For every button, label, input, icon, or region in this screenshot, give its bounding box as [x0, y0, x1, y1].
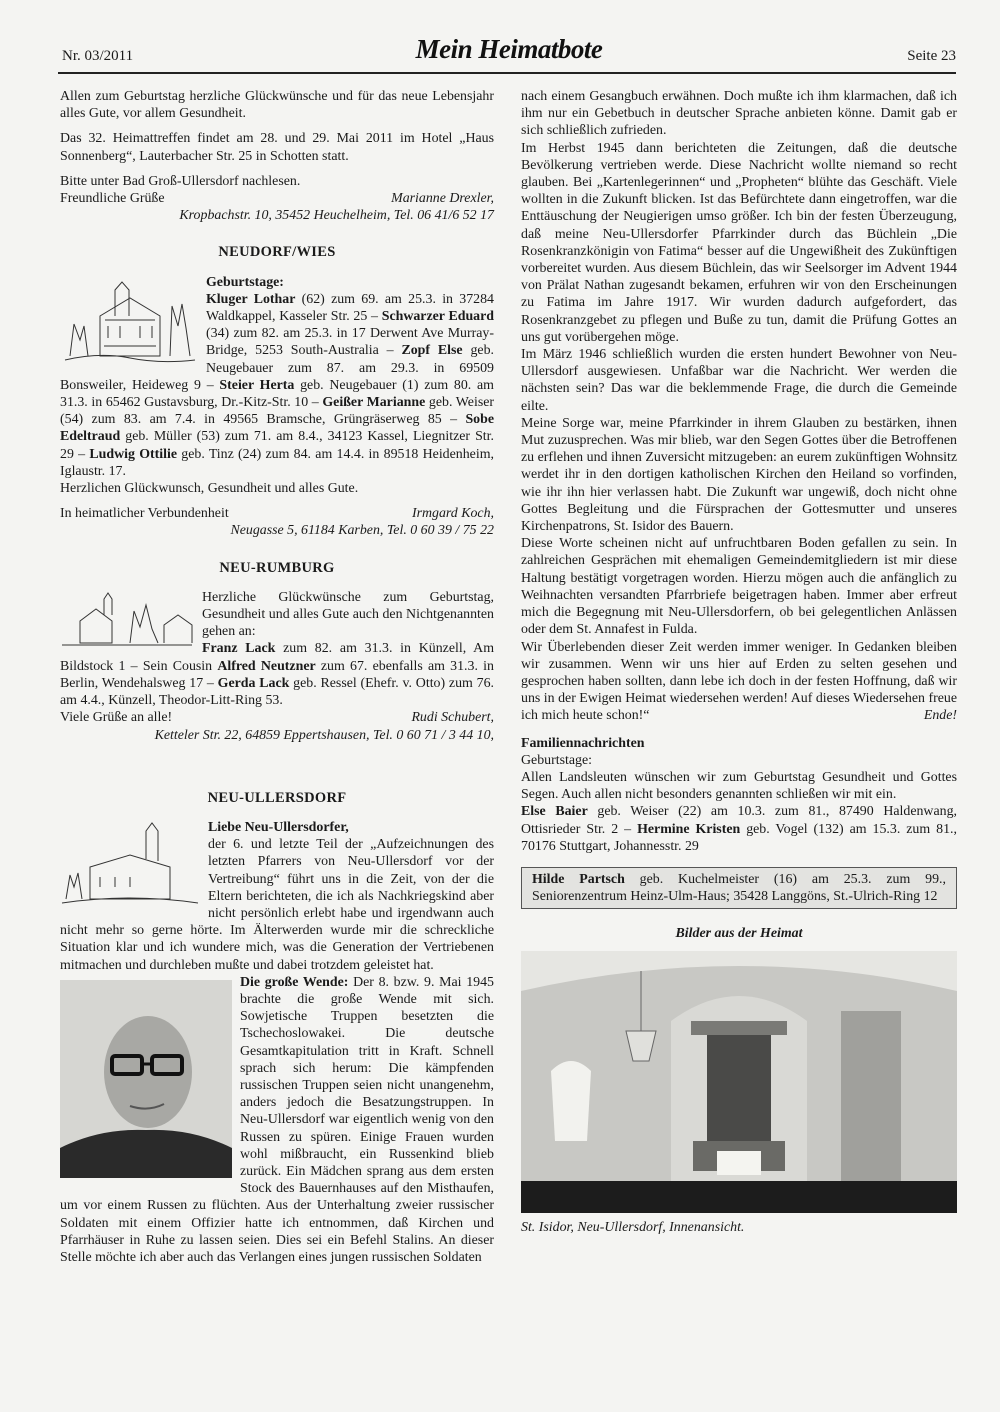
- section-heading-rumburg: NEU-RUMBURG: [219, 559, 335, 576]
- priest-portrait-photo: [60, 980, 232, 1178]
- photo-caption: St. Isidor, Neu-Ullersdorf, Innenansicht.: [521, 1219, 745, 1235]
- signature-line: In heimatlicher Verbundenheit Irmgard Koch,: [60, 506, 494, 522]
- ullersdorf-salutation: Liebe Neu-Ullersdorfer,: [208, 819, 349, 835]
- family-news-intro: Allen Landsleuten wünschen wir zum Geburtstag Gesundheit und Gottes Segen. Auch allen nicht besonders genannten schließen wir mit ein.: [521, 769, 957, 803]
- article-paragraph: Diese Worte scheinen nicht auf unfruchtbaren Boden gefallen zu sein. In zahlreichen Gesprächen mit ehemaligen Gemeindemitgliedern ist mir diese Haltung bestätigt vorgetragen worden. Hierzu mögen auch die anfänglich zu Weihnachten versandten Pfarrbriefe beigetragen haben. Immer aber erfreut mich die Begegnung mit Neu-Ullersdorfern, ob bei gelegentlichen Anlässen oder dem St. Annafest in Fulda.: [521, 536, 957, 638]
- author-address: Kropbachstr. 10, 35452 Heuchelheim, Tel. 06 41/6 52 17: [179, 208, 494, 224]
- rumburg-birthday-list: Franz Lack zum 82. am 31.3. in Künzell, Am Bildstock 1 – Sein Cousin Alfred Neutzner zum 67. ebenfalls am 31.3. in Berlin, Wendehalsweg 17 – Gerda Lack geb. Ressel (Ehefr. v. Otto) zum 76. am 4.4., Künzell, Theodor-Litt-Ring 53.: [60, 641, 495, 709]
- author-address: Ketteler Str. 22, 64859 Eppertshausen, Tel. 0 60 71 / 3 44 10,: [154, 727, 494, 743]
- reference-note: Bitte unter Bad Groß-Ullersdorf nachlesen.: [60, 173, 301, 189]
- article-paragraph: Meine Sorge war, meine Pfarrkinder in ihrem Glauben zu bestärken, ihnen Mut zuzusprechen. Was mir blieb, war den Segen Gottes über die Betroffenen zu erflehen und ihnen Zuversicht mitzugeben: an eurem zukünftigen Wohnsitz werdet ihr in den dortigen katholischen Kirchen den Heiland so vorfinden, wie ihr ihn hier verlassen habt. Die Zukunft war ungewiß, doch nicht ohne Gottes Begleitung und die Fürsprachen der Gottesmutter und unseres Kirchenpatrons, St. Isidor des Bauern.: [521, 415, 957, 535]
- left-column: [60, 88, 494, 1266]
- intro-paragraph: Allen zum Geburtstag herzliche Glückwünsche und für das neue Lebensjahr alles Gute, vor allem Gesundheit.: [60, 89, 494, 122]
- section-heading-neudorf: NEUDORF/WIES: [218, 244, 336, 261]
- section-heading-ullersdorf: NEU-ULLERSDORF: [207, 789, 347, 806]
- signature-line: Freundliche Grüße Marianne Drexler,: [60, 191, 494, 207]
- ullersdorf-intro: der 6. und letzte Teil der „Aufzeichnungen des letzten Pfarrers von Neu-Ullersdorf vor der Vertreibung“ führt uns in die Zeit, von der die Eltern berichteten, die ich als Nachkriegskind aber nicht persönlich erlebt habe und irgendwann auch nicht mehr so gerne hörte. Im Älterwerden wurde mir die schreckliche Situation klar und ich wundere mich, was die Generation der Vertriebenen mitmachen und durchleben mußte und dabei trotzdem geleistet hat.: [60, 837, 494, 973]
- family-news-heading: Familiennachrichten: [521, 735, 645, 751]
- author-address: Neugasse 5, 61184 Karben, Tel. 0 60 39 / 75 22: [230, 523, 494, 539]
- church-sketch-illustration: [60, 276, 198, 372]
- photo-section-title: Bilder aus der Heimat: [675, 926, 803, 942]
- meeting-paragraph: Das 32. Heimattreffen findet am 28. und 29. Mai 2011 im Hotel „Haus Sonnenberg“, Lauterbacher Str. 25 in Schotten statt.: [60, 131, 494, 164]
- right-column: [521, 88, 957, 1236]
- article-paragraph: Wir Überlebenden dieser Zeit werden immer weniger. In Gedanken bleiben wir zusammen. Wenn wir uns hier auf Erden zu selten gesehen und gesprochen haben sollten, dann lebe ich doch in der festen Hoffnung, daß wir uns in der Ewigen Heimat wiedersehen werden! Auf dieses Wiedersehen freue ich mich heute schon!“ Ende!: [521, 639, 957, 724]
- rumburg-intro: Herzliche Glückwünsche zum Geburtstag, Gesundheit und alles Gute auch den Nichtgenannten gehen an:: [202, 589, 494, 640]
- chapel-sketch-illustration: [60, 821, 200, 909]
- family-birthday-subheading: Geburtstage:: [521, 752, 592, 768]
- article-paragraph: Im Herbst 1945 dann berichteten die Zeitungen, daß die deutsche Bevölkerung vertrieben werde. Diese Nachricht wollte niemand so recht glauben. Bei „Kartenlegerinnen“ und „Propheten“ blühte das Geschäft. Viele wollten in die Zukunft blicken. Ist das Befürchtete dann eingetroffen, war die Enttäuschung der Neugierigen umso größer. Ich bin der festen Überzeugung, daß meine Neu-Ullersdorfer Pfarrkinder durch das Büchlein „Die Rosenkranzkönigin von Fatima“ besser auf die Ungewißheit des Zukünftigen vorbereitet wurden. Aus diesem Büchlein, das wir Seelsorger im Advent 1944 von Prälat Nathan zugesandt bekamen, erfuhren wir von den Erscheinungen zu Fatima im Jahre 1917. Wir wurden dadurch aufgefordert, das Rosenkranzgebet zu pflegen und Buße zu tun, damit die Prüfung Gottes an uns gut vorübergehen möge.: [521, 140, 957, 345]
- end-marker: Ende!: [923, 708, 957, 724]
- article-paragraph: nach einem Gesangbuch erwähnen. Doch mußte ich ihm klarmachen, daß ich ihm nur ein Gebetbuch in deutscher Sprache anbieten könne. Damit gab er sich schließlich zufrieden.: [521, 89, 957, 139]
- die-grosse-wende-text: Die große Wende: Der 8. bzw. 9. Mai 1945 brachte die große Wende mit sich. Sowjetische Truppen besetzten die Tschechoslowakei. Die deutsche Gesamtkapitulation tritt in Kraft. Schnell sprach sich herum: Die kämpfenden russischen Truppen seien nicht unangenehm, anders jedoch die Besatzungstruppen. In Neu-Ullersdorf war eigentlich wenig von den Russen zu spüren. Einige Frauen wurden wohl mißbraucht, ein Russenkind blieb zurück. Ein Mädchen sprang aus dem ersten Stock des Bauernhauses auf den Misthaufen, um vor einem Russen zu flüchten. Aus der Unterhaltung zweier russischer Soldaten mit einem Offizier hatte ich entnommen, daß Kirchen und Pfarrhäuser in Ruhe zu lassen seien. Dies sei ein Befehl Stalins. An dieser Stelle möchte ich aber auch das Verlangen eines jungen russischen Soldaten: [60, 974, 494, 1265]
- page-number: Seite 23: [907, 48, 956, 64]
- issue-number: Nr. 03/2011: [62, 48, 134, 64]
- neudorf-birthday-list: Kluger Lothar (62) zum 69. am 25.3. in 37284 Waldkappel, Kasseler Str. 25 – Schwarzer Eduard (34) zum 82. am 25.3. in 17 Derwent Ave Murray-Bridge, 5253 South-Australia – Zopf Else geb. Neugebauer zum 87. am 29.3. in 69509 Bonsweiler, Heideweg 9 – Steier Herta geb. Neugebauer (1) zum 80. am 31.3. in 65462 Gustavsburg, Dr.-Kitz-Str. 10 – Geißer Marianne geb. Weiser (54) zum 83. am 7.4. in 49565 Bramsche, Grüngräserweg 85 – Sobe Edeltraud geb. Müller (53) zum 71. am 8.4., 34123 Kassel, Liegnitzer Str. 29 – Ludwig Ottilie geb. Tinz (24) zum 84. am 14.4. in 89518 Heidenheim, Iglaustr. 17.: [60, 291, 495, 479]
- neudorf-wish: Herzlichen Glückwunsch, Gesundheit und alles Gute.: [60, 481, 359, 497]
- birthday-subheading: Geburtstage:: [206, 274, 284, 290]
- highlighted-birthday-box: Hilde Partsch geb. Kuchelmeister (16) am 25.3. zum 99., Seniorenzentrum Heinz-Ulm-Haus; 35428 Langgöns, St.-Ulrich-Ring 12: [521, 867, 957, 909]
- header-rule: [58, 72, 956, 74]
- signature-line: Viele Grüße an alle! Rudi Schubert,: [60, 710, 494, 726]
- village-sketch-illustration: [60, 591, 194, 651]
- article-paragraph: Im März 1946 schließlich wurden die ersten hundert Bewohner von Neu-Ullersdorf ausgewiesen. Unfaßbar war die Nachricht. Wer werden die nächsten sein? Das war die beklemmende Frage, die durch die Gemeinde eilte.: [521, 347, 957, 414]
- page-header: [62, 30, 956, 74]
- church-interior-photo: [521, 951, 957, 1213]
- family-birthday-list: Else Baier geb. Weiser (22) am 10.3. zum 81., 87490 Haldenwang, Ottisrieder Str. 2 – Hermine Kristen geb. Vogel (132) am 15.3. zum 81., 70176 Stuttgart, Johannesstr. 29: [521, 804, 957, 854]
- masthead-logo: Mein Heimatbote: [415, 34, 603, 64]
